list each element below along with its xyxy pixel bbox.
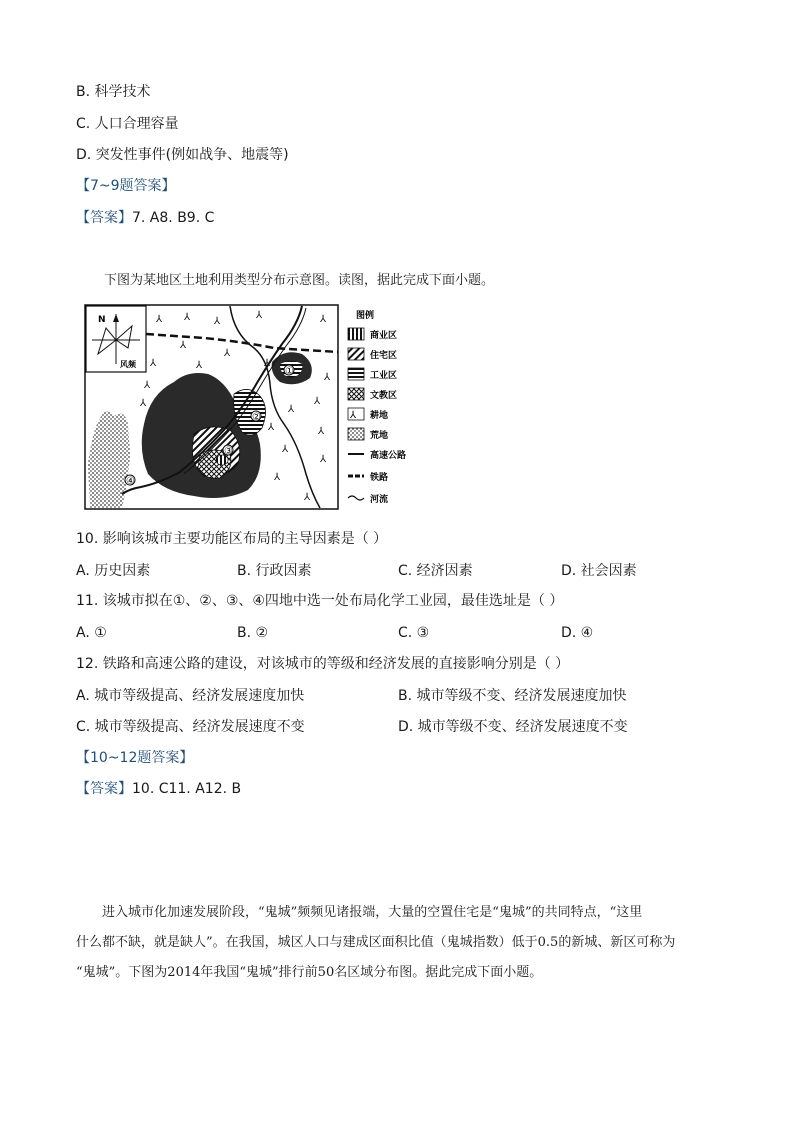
marker-4: ④ <box>126 476 135 487</box>
legend-highway: 高速公路 <box>370 451 407 461</box>
svg-text:⅄: ⅄ <box>184 312 191 323</box>
svg-text:⅄: ⅄ <box>268 422 275 433</box>
legend-commercial: 商业区 <box>370 331 398 341</box>
map-intro: 下图为某地区土地利用类型分布示意图。读图，据此完成下面小题。 <box>104 273 495 288</box>
q10-option-b: B. 行政因素 <box>237 563 312 579</box>
svg-text:⅄: ⅄ <box>256 310 263 321</box>
q11-option-b: B. ② <box>237 625 269 641</box>
q10-option-c: C. 经济因素 <box>398 563 473 579</box>
q11-stem: 11. 该城市拟在①、②、③、④四地中选一处布局化学工业园，最佳选址是（ ） <box>76 593 564 609</box>
compass-north: N <box>98 315 106 325</box>
legend-river: 河流 <box>370 495 389 505</box>
legend-railway: 铁路 <box>370 473 389 483</box>
option-d: D. 突发性事件(例如战争、地震等) <box>76 147 289 163</box>
svg-text:⅄: ⅄ <box>224 348 231 359</box>
legend-education: 文教区 <box>370 391 398 401</box>
svg-text:⅄: ⅄ <box>156 314 163 325</box>
q12-stem: 12. 铁路和高速公路的建设，对该城市的等级和经济发展的直接影响分别是（ ） <box>76 656 570 672</box>
answer-header-10-12: 【10~12题答案】 <box>76 750 194 766</box>
marker-1: ① <box>285 366 294 377</box>
svg-text:⅄: ⅄ <box>320 454 327 465</box>
svg-text:⅄: ⅄ <box>282 444 289 455</box>
svg-text:⅄: ⅄ <box>318 426 325 437</box>
svg-text:⅄: ⅄ <box>150 358 157 369</box>
svg-text:⅄: ⅄ <box>214 316 221 327</box>
passage-line-3: “鬼城”。下图为2014年我国“鬼城”排行前50名区域分布图。据此完成下面小题。 <box>76 965 543 980</box>
q11-option-c: C. ③ <box>398 625 430 641</box>
compass-label: 风频 <box>120 360 136 369</box>
svg-text:⅄: ⅄ <box>180 340 187 351</box>
legend-title: 图例 <box>356 311 375 321</box>
legend-farmland: 耕地 <box>370 411 389 421</box>
legend-farmland-icon: ⅄ <box>350 410 357 421</box>
marker-3: ③ <box>224 446 233 457</box>
passage-line-1: 进入城市化加速发展阶段，“鬼城”频频见诸报端，大量的空置住宅是“鬼城”的共同特点，“这里 <box>102 905 643 920</box>
option-c: C. 人口合理容量 <box>76 116 179 132</box>
q12-option-b: B. 城市等级不变、经济发展速度加快 <box>398 688 627 704</box>
marker-2: ② <box>252 412 261 423</box>
svg-text:⅄: ⅄ <box>320 314 327 325</box>
answer-tag: 【答案】 <box>76 210 132 226</box>
svg-text:⅄: ⅄ <box>144 380 151 391</box>
svg-text:⅄: ⅄ <box>304 492 311 503</box>
answer-text: 7. A8. B9. C <box>132 210 215 226</box>
legend-industrial: 工业区 <box>370 371 398 381</box>
q10-stem: 10. 影响该城市主要功能区布局的主导因素是（ ） <box>76 531 388 547</box>
legend-wasteland: 荒地 <box>370 431 389 441</box>
land-use-map <box>84 304 422 512</box>
svg-text:⅄: ⅄ <box>264 358 271 369</box>
option-b: B. 科学技术 <box>76 84 151 100</box>
answer-line-7-9 <box>76 209 214 227</box>
passage-line-2: 什么都不缺，就是缺人”。在我国，城区人口与建成区面积比值（鬼城指数）低于0.5的新城、新区可称为 <box>76 935 676 950</box>
svg-text:⅄: ⅄ <box>274 472 281 483</box>
answer-text: 10. C11. A12. B <box>132 781 242 797</box>
answer-line-10-12 <box>76 780 241 798</box>
answer-header-7-9: 【7~9题答案】 <box>76 178 176 194</box>
q12-option-c: C. 城市等级提高、经济发展速度不变 <box>76 719 305 735</box>
q10-option-d: D. 社会因素 <box>561 563 637 579</box>
svg-text:⅄: ⅄ <box>140 398 147 409</box>
svg-text:⅄: ⅄ <box>288 404 295 415</box>
q12-option-d: D. 城市等级不变、经济发展速度不变 <box>398 719 628 735</box>
svg-text:⅄: ⅄ <box>196 360 203 371</box>
q10-option-a: A. 历史因素 <box>76 563 151 579</box>
q11-option-a: A. ① <box>76 625 107 641</box>
map-legend <box>348 309 406 505</box>
ghost-city-passage <box>76 898 722 988</box>
q11-option-d: D. ④ <box>561 625 594 641</box>
answer-tag: 【答案】 <box>76 781 132 797</box>
svg-text:⅄: ⅄ <box>324 372 331 383</box>
q12-option-a: A. 城市等级提高、经济发展速度加快 <box>76 688 305 704</box>
legend-residential: 住宅区 <box>370 351 398 361</box>
svg-text:⅄: ⅄ <box>314 396 321 407</box>
